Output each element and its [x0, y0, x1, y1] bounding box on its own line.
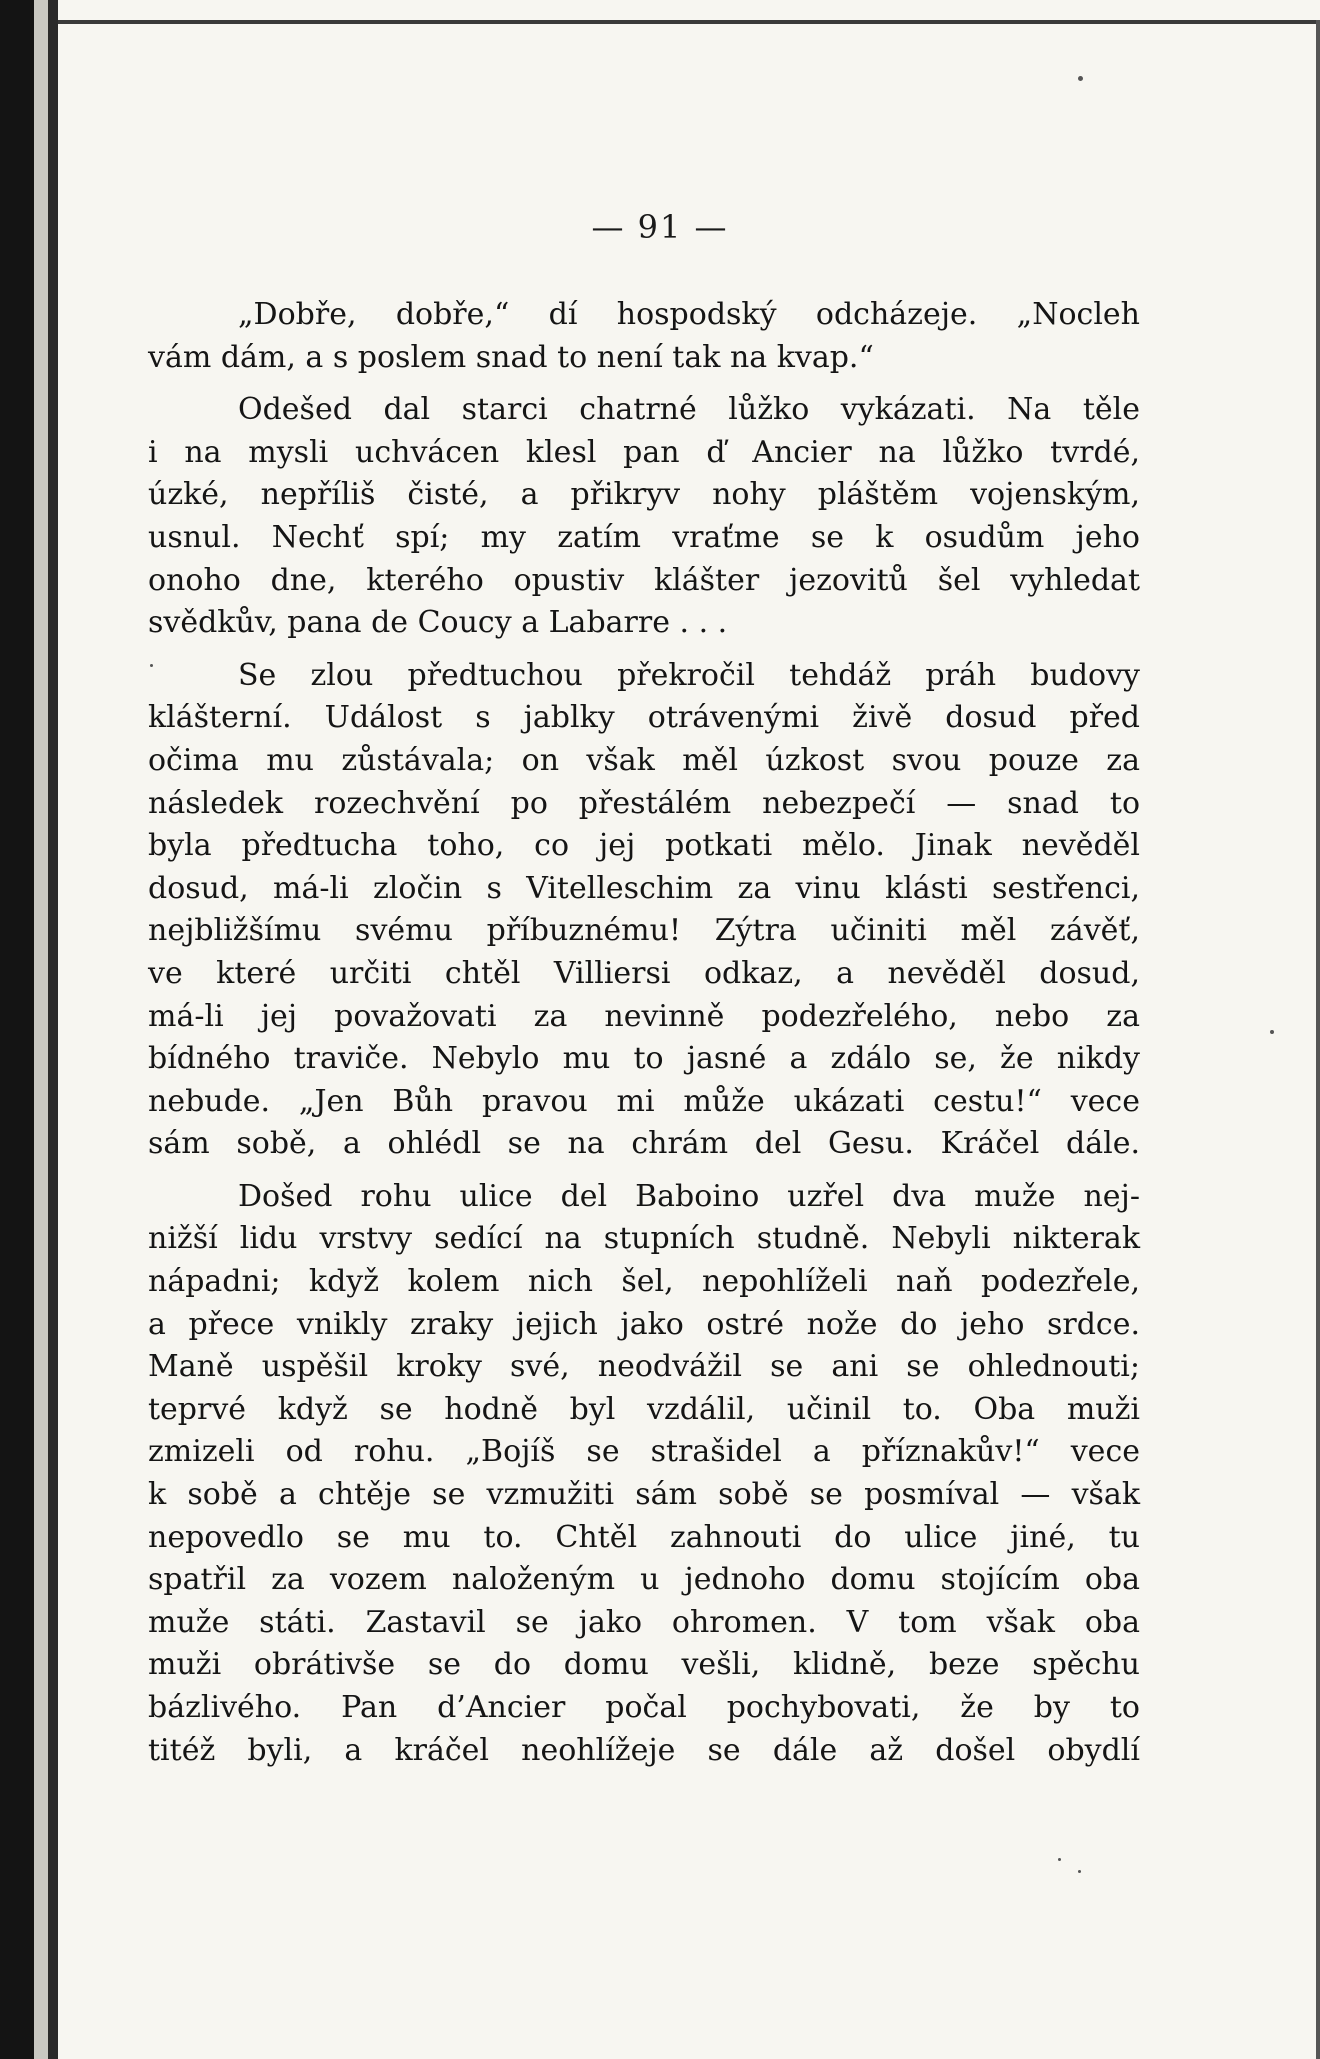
text-line: nápadni; když kolem nich šel, nepohlíželi naň podezřele,	[148, 1264, 1140, 1300]
text-line: očima mu zůstávala; on však měl úzkost svou pouze za	[148, 742, 1140, 778]
text-line: byla předtucha toho, co jej potkati mělo. Jinak nevěděl	[148, 828, 1140, 864]
text-line: muži obrátivše se do domu vešli, klidně, beze spěchu	[148, 1647, 1140, 1683]
text-line: sám sobě, a ohlédl se na chrám del Gesu. Kráčel dále.	[148, 1126, 1140, 1162]
text-line: úzké, nepříliš čisté, a přikryv nohy pláštěm vojenským,	[148, 477, 1140, 513]
text-line: zmizeli od rohu. „Bojíš se strašidel a příznakův!“ vece	[148, 1434, 1140, 1470]
text-line: spatřil za vozem naloženým u jednoho domu stojícím oba	[148, 1562, 1140, 1598]
text-line: Došed rohu ulice del Baboino uzřel dva muže nej-	[238, 1178, 1140, 1214]
text-line: nebude. „Jen Bůh pravou mi může ukázati cestu!“ vece	[148, 1083, 1140, 1119]
scan-speck	[1078, 76, 1083, 81]
scan-border-top	[58, 20, 1320, 24]
text-line: svědkův, pana de Coucy a Labarre . . .	[148, 605, 728, 641]
text-line: klášterní. Událost s jablky otrávenými živě dosud před	[148, 700, 1140, 736]
text-line: teprvé když se hodně byl vzdálil, učinil to. Oba muži	[148, 1391, 1140, 1427]
text-line: Maně uspěšil kroky své, neodvážil se ani se ohlednouti;	[148, 1349, 1140, 1385]
scan-border-right	[1316, 20, 1320, 2059]
text-line: Se zlou předtuchou překročil tehdáž práh budovy	[238, 657, 1140, 693]
scan-speck	[1058, 1858, 1061, 1861]
text-line: i na mysli uchvácen klesl pan ď Ancier na lůžko tvrdé,	[148, 434, 1140, 470]
text-line: Odešed dal starci chatrné lůžko vykázati. Na těle	[238, 392, 1140, 428]
scan-border-left	[0, 0, 34, 2059]
text-line: usnul. Nechť spí; my zatím vraťme se k osudům jeho	[148, 519, 1140, 555]
text-line: následek rozechvění po přestálém nebezpečí — snad to	[148, 785, 1140, 821]
text-line: nižší lidu vrstvy sedící na stupních studně. Nebyli nikterak	[148, 1221, 1140, 1257]
text-line: bídného traviče. Nebylo mu to jasné a zdálo se, že nikdy	[148, 1041, 1140, 1077]
text-line: ve které určiti chtěl Villiersi odkaz, a nevěděl dosud,	[148, 955, 1140, 991]
text-line: a přece vnikly zraky jejich jako ostré nože do jeho srdce.	[148, 1306, 1140, 1342]
page-number: — 91 —	[591, 208, 729, 246]
scan-border-shadow	[48, 0, 58, 2059]
text-line: nejbližšímu svému příbuznému! Zýtra učiniti měl závěť,	[148, 913, 1140, 949]
text-line: k sobě a chtěje se vzmužiti sám sobě se posmíval — však	[148, 1477, 1140, 1513]
text-line: bázlivého. Pan d’Ancier počal pochybovati, že by to	[148, 1690, 1140, 1725]
text-line: vám dám, a s poslem snad to není tak na kvap.“	[148, 339, 874, 375]
text-line: má-li jej považovati za nevinně podezřelého, nebo za	[148, 998, 1140, 1034]
scan-speck	[1270, 1030, 1274, 1034]
text-line: nepovedlo se mu to. Chtěl zahnouti do ulice jiné, tu	[148, 1519, 1140, 1555]
body-text	[148, 294, 1140, 1772]
scan-border-strip	[34, 0, 48, 2059]
text-line: dosud, má-li zločin s Vitelleschim za vinu klásti sestřenci,	[148, 870, 1140, 906]
text-line: muže státi. Zastavil se jako ohromen. V tom však oba	[148, 1604, 1140, 1640]
text-line: „Dobře, dobře,“ dí hospodský odcházeje. „Nocleh	[238, 297, 1140, 332]
scan-speck	[1078, 1870, 1081, 1873]
text-line: onoho dne, kterého opustiv klášter jezovitů šel vyhledat	[148, 562, 1140, 598]
text-line: titéž byli, a kráčel neohlížeje se dále až došel obydlí	[148, 1732, 1140, 1768]
